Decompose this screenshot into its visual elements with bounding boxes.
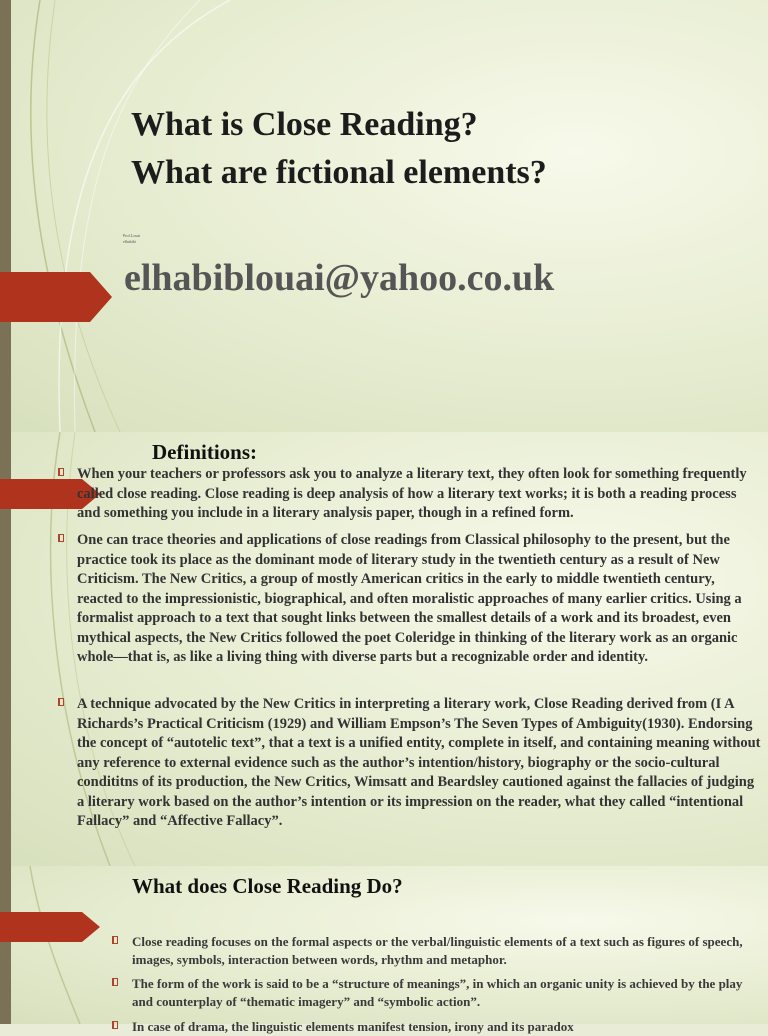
bullet-icon	[112, 1021, 118, 1029]
tiny-label-1: Prof.Louai	[123, 233, 141, 238]
section-heading: Definitions:	[152, 440, 257, 464]
title-line-2: What are fictional elements?	[131, 154, 547, 191]
paragraph: In case of drama, the linguistic elements manifest tension, irony and its paradox	[132, 1019, 574, 1034]
left-accent-bar	[0, 866, 11, 1024]
tiny-label-2: elhabibi	[123, 239, 136, 244]
paragraph: One can trace theories and applications of close readings from Classical philosophy to the present, but the practice took its place as the dominant mode of literary study in the twentieth century as a result of New Criticism. The New Critics, a group of mostly American critics in the early to middle twentieth century, reacted to the impressionistic, biographical, and often moralistic approaches of many earlier critics. Using a formalist approach to a text that sought links between the smallest details of a work and its broadest, even mythical aspects, the New Critics followed the poet Coleridge in thinking of the literary work as an organic whole—that is, as like a living thing with diverse parts but a recognizable order and identity.	[77, 532, 742, 665]
author-email: elhabiblouai@yahoo.co.uk	[124, 257, 555, 299]
paragraph: A technique advocated by the New Critics in interpreting a literary work, Close Reading derived from (I A Richards’s Practical Criticism (1929) and William Empson’s The Seven Types of Ambiguity(1930). Endorsing the concept of “autotelic text”, that a text is a unified entity, complete in itself, and containing meaning without any reference to external evidence such as the author’s intention/history, biography or the socio-cultural condititns of its production, the New Critics, Wimsatt and Beardsley cautioned against the fallacies of judging a literary work based on the author’s intention or its impression on the reader, what they called “intentional Fallacy” and “Affective Fallacy”.	[77, 696, 761, 829]
bullet-icon	[58, 534, 64, 542]
section-heading: What does Close Reading Do?	[132, 874, 403, 898]
decorative-curves	[0, 0, 768, 432]
slide-title	[0, 0, 768, 432]
red-arrow-tab	[0, 272, 112, 322]
title-line-1: What is Close Reading?	[131, 106, 478, 143]
slide-what-does-close-reading-do	[0, 866, 768, 1034]
slide-definitions	[0, 432, 768, 866]
red-arrow-tab	[0, 912, 100, 942]
bullet-icon	[112, 978, 118, 986]
bullet-icon	[58, 468, 64, 476]
bullet-icon	[112, 936, 118, 944]
paragraph: The form of the work is said to be a “structure of meanings”, in which an organic unity is achieved by the play and counterplay of “thematic imagery” and “symbolic action”.	[132, 976, 743, 1009]
paragraph: Close reading focuses on the formal aspects or the verbal/linguistic elements of a text such as figures of speech, images, symbols, interaction between words, rhythm and metaphor.	[132, 934, 743, 967]
left-accent-bar	[0, 0, 11, 432]
bullet-icon	[58, 698, 64, 706]
paragraph: When your teachers or professors ask you to analyze a literary text, they often look for something frequently called close reading. Close reading is deep analysis of how a literary text works; it is both a reading process and something you include in a literary analysis paper, though in a refined form.	[77, 466, 747, 521]
